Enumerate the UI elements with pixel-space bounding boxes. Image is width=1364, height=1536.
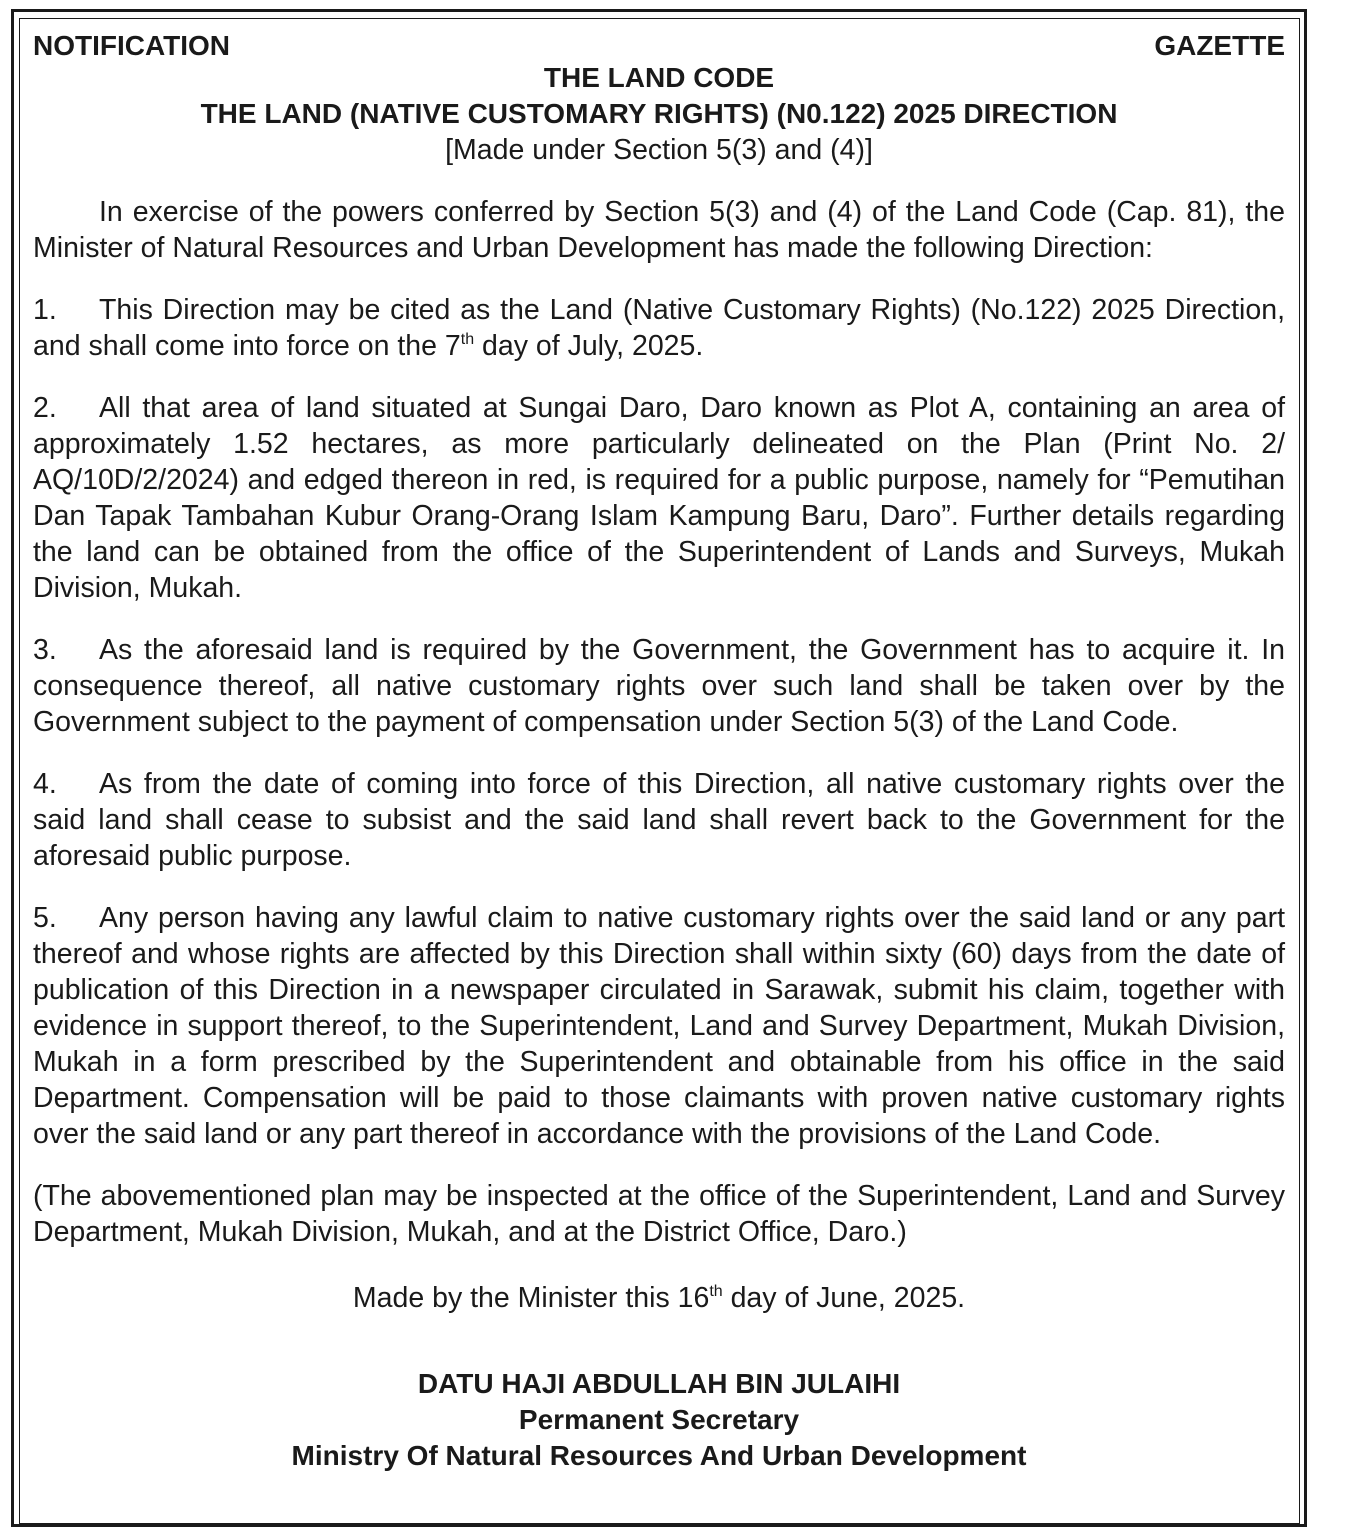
made-by-line [33,1280,1285,1316]
superscript: th [709,1283,723,1300]
made-text: Made by the Minister this 16 [352,1282,710,1314]
clause-text: All that area of land situated at Sungai Daro, Daro known as Plot A, containing an area of approximately 1.52 hectares, as more particularly delineated on the Plan (Print No. 2/ AQ/10D/2/2024) and edged thereon in red, is required for a public purpose, namely for “Pemutihan Dan Tapak Tambahan Kubur Orang-Orang Islam Kampung Baru, Daro”. Further details regarding the land can be obtained from the office of the Superintendent of Lands and Surveys, Mukah Division, Mukah. [33,392,1285,604]
clause-5 [33,900,1285,1152]
clause-text: Any person having any lawful claim to native customary rights over the said land or any part thereof and whose rights are affected by this Direction shall within sixty (60) days from the date of publication of this Direction in a newspaper circulated in Sarawak, submit his claim, together with evidence in support thereof, to the Superintendent, Land and Survey Department, Mukah Division, Mukah in a form prescribed by the Superintendent and obtainable from his office in the said Department. Compensation will be paid to those claimants with proven native customary rights over the said land or any part thereof in accordance with the provisions of the Land Code. [33,902,1285,1150]
subtitle: [Made under Section 5(3) and (4)] [445,134,873,166]
clause-text: As the aforesaid land is required by the Government, the Government has to acquire it. In consequence thereof, all native customary rights over such land shall be taken over by the Government subject to the payment of compensation under Section 5(3) of the Land Code. [33,634,1285,738]
superscript: th [460,331,475,348]
clause-4 [33,766,1285,874]
clause-1 [33,292,1285,364]
clause-number: 4. [33,768,57,800]
title-land-code: THE LAND CODE [543,62,775,93]
clause-2 [33,390,1285,606]
made-text: day of June, 2025. [722,1282,966,1314]
signatory-name: DATU HAJI ABDULLAH BIN JULAIHI [417,1368,901,1399]
notification-label: NOTIFICATION [33,30,231,61]
intro-paragraph: In exercise of the powers conferred by Section 5(3) and (4) of the Land Code (Cap. 81), the Minister of Natural Resources and Urban Development has made the following Direction: [33,196,1285,264]
clause-text: As from the date of coming into force of this Direction, all native customary rights over the said land shall cease to subsist and the said land shall revert back to the Government for the aforesaid public purpose. [33,768,1285,872]
notice-body [33,26,1285,1474]
signatory-position: Permanent Secretary [518,1404,800,1435]
gazette-label: GAZETTE [1154,30,1285,61]
clause-number: 5. [33,902,57,934]
clause-3 [33,632,1285,740]
clause-number: 3. [33,634,57,666]
clause-text: This Direction may be cited as the Land (Native Customary Rights) (No.122) 2025 Direction, and shall come into force on the 7 [33,294,1285,362]
title-direction: THE LAND (NATIVE CUSTOMARY RIGHTS) (N0.122) 2025 DIRECTION [200,98,1118,129]
clause-number: 1. [33,294,57,326]
clause-number: 2. [33,392,57,424]
clause-text: day of July, 2025. [474,330,704,362]
inspection-note: (The abovementioned plan may be inspected at the office of the Superintendent, Land and Survey Department, Mukah Division, Mukah, and at the District Office, Daro.) [33,1180,1285,1248]
signatory-ministry: Ministry Of Natural Resources And Urban Development [291,1440,1027,1471]
